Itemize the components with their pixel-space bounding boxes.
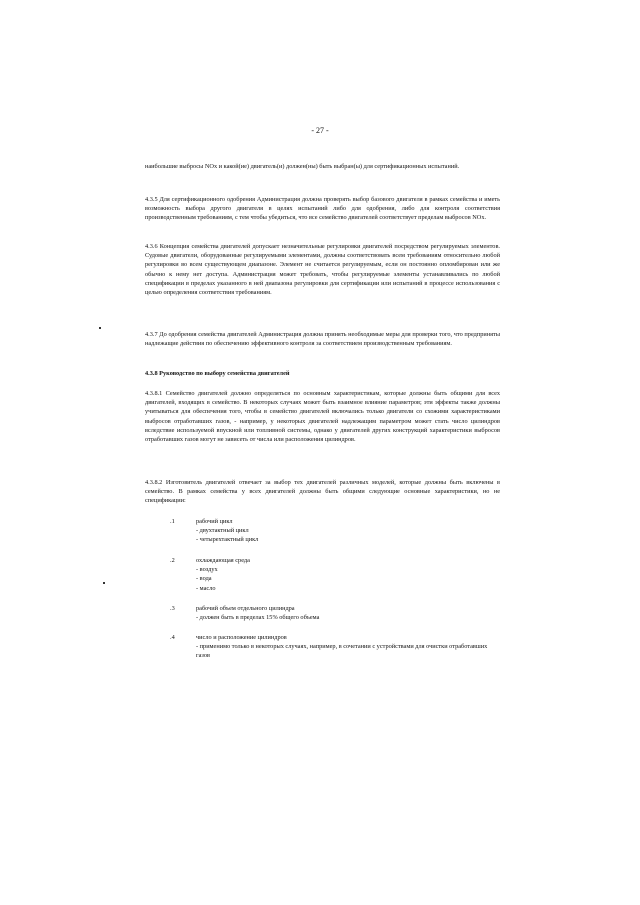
heading-4-3-8: 4.3.8 Руководство по выбору семейства двигателей xyxy=(145,370,290,377)
paragraph-4-3-7: 4.3.7 До одобрения семейства двигателей Администрация должна принять необходимые меры для проверки того, что предприняты надлежащие действия по обеспечению эффективного контроля за соответствием производственным требованиям. xyxy=(145,331,500,348)
list-item-sub: - масло xyxy=(196,584,216,592)
paragraph-4-3-8-1: 4.3.8.1 Семейство двигателей должно определяться по основным характеристикам, которые должны быть общими для всех двигателей, входящих в семейство. В некоторых случаях может быть взаимное влияние параметров; эти эффекты также должны учитываться для обеспечения того, чтобы в семейство двигателей включались только двигатели со схожими характеристиками выбросов отработавших газов, - например, у некоторых двигателей надлежащим параметром может стать число цилиндров вследствие используемой впускной или топливной системы, однако у двигателей других конструкций характеристики выбросов отработавших газов могут не зависеть от числа или расположения цилиндров. xyxy=(145,390,500,444)
list-item-sub: - воздух xyxy=(196,566,218,574)
paragraph-4-3-5: 4.3.5 Для сертификационного одобрения Администрация должна проверять выбор базового двигателя в рамках семейства и иметь возможность выбора другого двигателя в целях испытаний либо для одобрения, либо для контроля соответствия производственным требованиям, с тем чтобы убедиться, что все семейство двигателей соответствует пределам выбросов NOx. xyxy=(145,196,500,222)
list-item-sub: - должен быть в пределах 15% общего объема xyxy=(196,614,320,622)
page-number: - 27 - xyxy=(311,126,329,135)
list-item-sub: - четырехтактный цикл xyxy=(196,536,259,544)
paragraph-4-3-8-2: 4.3.8.2 Изготовитель двигателей отвечает за выбор тех двигателей различных моделей, которые должны быть включены в семейство. В рамках семейства у всех двигателей должны быть общими следующие основные характеристики, но не спецификации: xyxy=(145,479,500,505)
list-item-title: охлаждающая среда xyxy=(196,557,250,564)
list-item-number: .2 xyxy=(170,557,175,564)
list-item-sub: - двухтактный цикл xyxy=(196,527,249,535)
scan-speck xyxy=(103,582,105,584)
paragraph-4-3-6: 4.3.6 Концепция семейства двигателей допускает незначительные регулировки двигателей посредством регулируемых элементов. Судовые двигатели, оборудованные регулируемыми элементами, должны соответствовать всем требованиям относительно любой регулировки во всем существующем диапазоне. Элемент не считается регулируемым, если он постоянно опломбирован или же обычно к нему нет доступа. Администрация может требовать, чтобы регулируемые элементы устанавливались по любой спецификации в пределах указанного в ней диапазона регулировки для сертификации или испытаний в процессе использования с целью определения соответствия требованиям. xyxy=(145,243,500,297)
list-item-title: рабочий объем отдельного цилиндра xyxy=(196,605,295,612)
list-item-title: число и расположение цилиндров xyxy=(196,634,287,641)
list-item-number: .4 xyxy=(170,634,175,641)
list-item-sub: - вода xyxy=(196,575,212,583)
list-item-sub: - применимо только в некоторых случаях, например, в сочетании с устройствами для очистки отработавших газов xyxy=(196,643,488,660)
list-item-title: рабочий цикл xyxy=(196,518,233,525)
scan-speck xyxy=(99,327,101,329)
list-item-number: .3 xyxy=(170,605,175,612)
list-item-number: .1 xyxy=(170,518,175,525)
paragraph-intro: наибольшие выбросы NOx и какой(ие) двигатель(и) должен(ны) быть выбран(ы) для сертификационных испытаний. xyxy=(145,163,460,170)
